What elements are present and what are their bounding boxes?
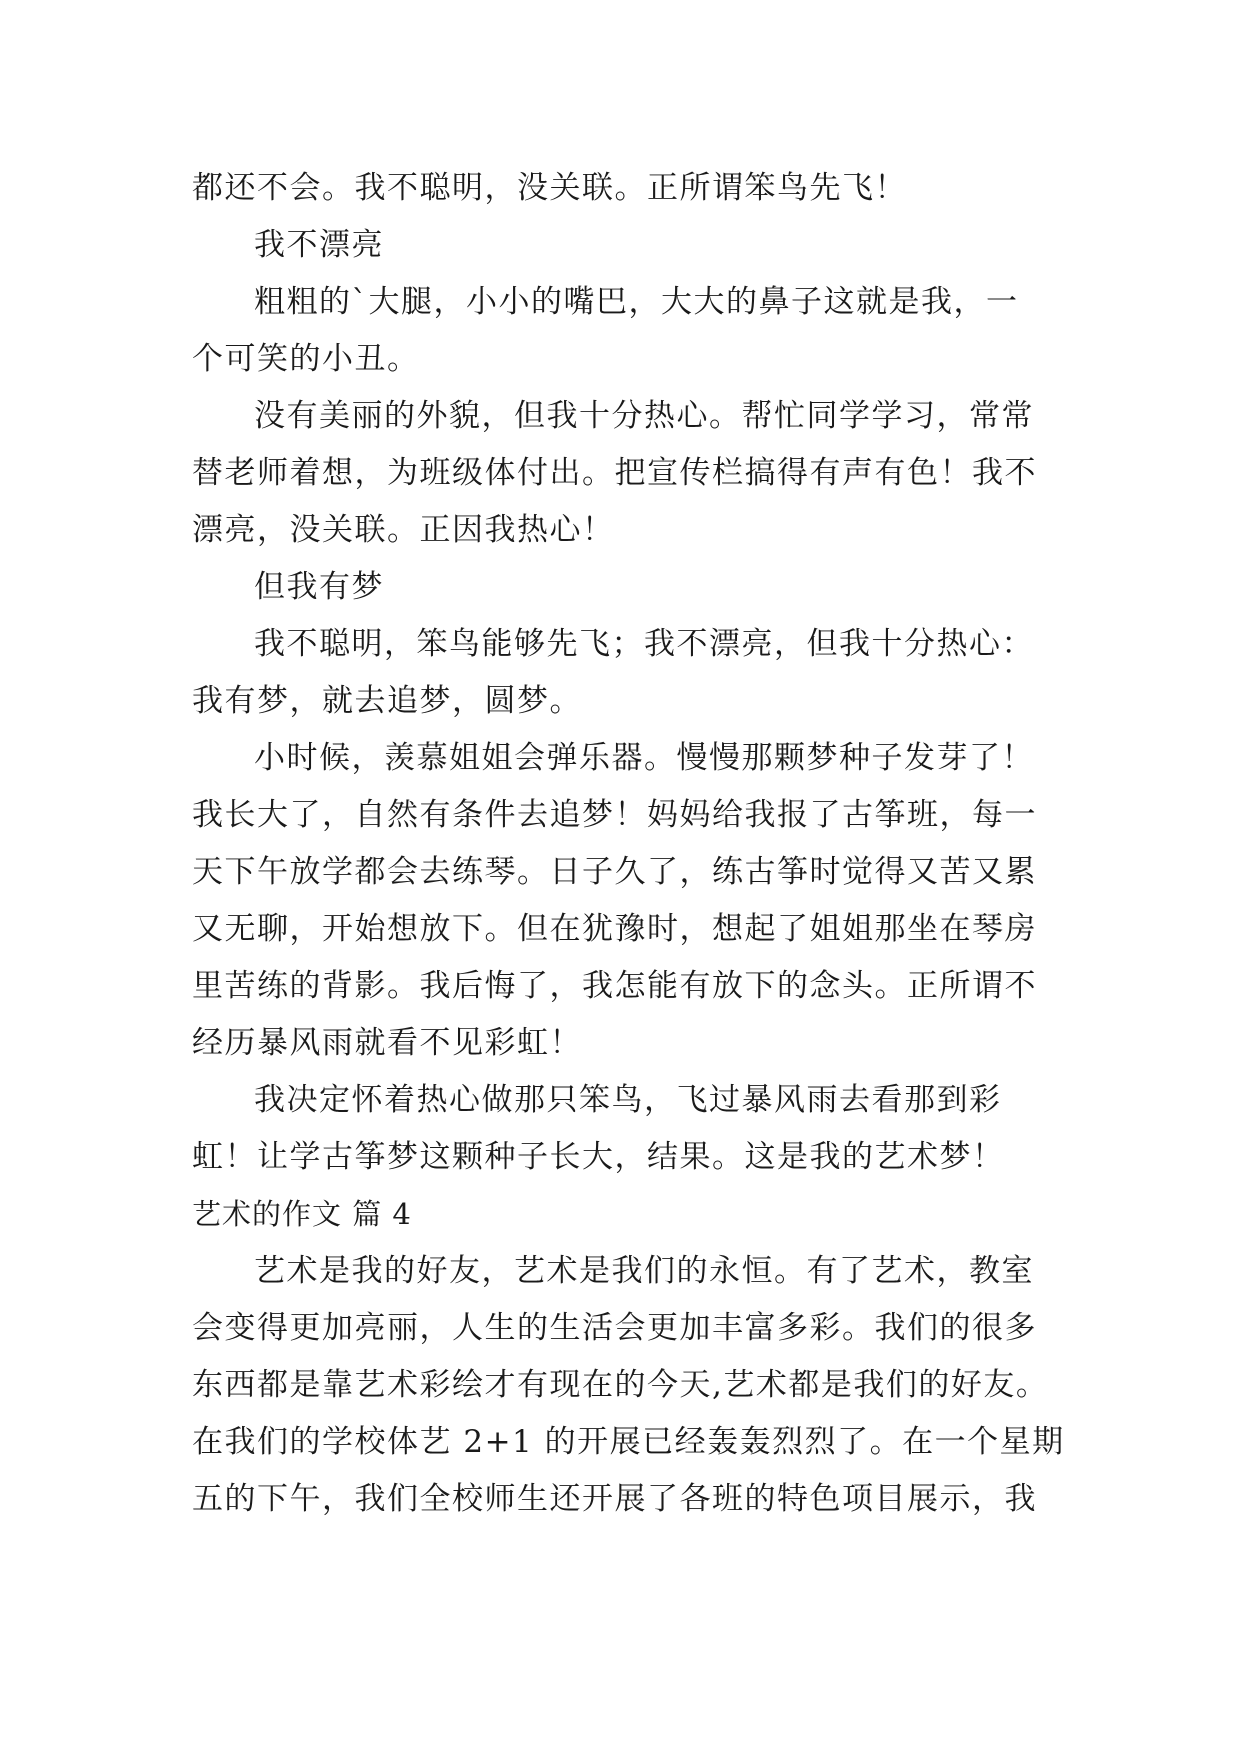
text-line: 经历暴风雨就看不见彩虹！ [192, 1025, 582, 1061]
text-line: 没有美丽的外貌，但我十分热心。帮忙同学学习，常常 [254, 398, 1034, 434]
text-line: 替老师着想，为班级体付出。把宣传栏搞得有声有色！我不 [192, 455, 1037, 491]
text-line: 我不聪明，笨鸟能够先飞；我不漂亮，但我十分热心： [254, 626, 1034, 662]
text-line: 会变得更加亮丽，人生的生活会更加丰富多彩。我们的很多 [192, 1310, 1037, 1346]
text-line: 我长大了，自然有条件去追梦！妈妈给我报了古筝班，每一 [192, 797, 1037, 833]
text-line: 在我们的学校体艺 2+1 的开展已经轰轰烈烈了。在一个星期 [192, 1424, 1065, 1460]
text-line: 漂亮，没关联。正因我热心！ [192, 512, 615, 548]
text-line: 小时候，羡慕姐姐会弹乐器。慢慢那颗梦种子发芽了！ [254, 740, 1034, 776]
text-line: 我不漂亮 [254, 227, 384, 263]
text-line: 但我有梦 [254, 569, 384, 605]
text-line: 我有梦，就去追梦，圆梦。 [192, 683, 582, 719]
text-line: 东西都是靠艺术彩绘才有现在的今天,艺术都是我们的好友。 [192, 1367, 1049, 1403]
text-line: 五的下午，我们全校师生还开展了各班的特色项目展示，我 [192, 1481, 1037, 1517]
text-line: 个可笑的小丑。 [192, 341, 420, 377]
text-line: 都还不会。我不聪明，没关联。正所谓笨鸟先飞！ [192, 170, 907, 206]
text-line: 粗粗的`大腿，小小的嘴巴，大大的鼻子这就是我，一 [254, 284, 1019, 320]
text-line: 我决定怀着热心做那只笨鸟，飞过暴风雨去看那到彩 [254, 1082, 1002, 1118]
section-heading: 艺术的作文 篇 4 [192, 1197, 412, 1231]
text-line: 又无聊，开始想放下。但在犹豫时，想起了姐姐那坐在琴房 [192, 911, 1037, 947]
text-line: 天下午放学都会去练琴。日子久了，练古筝时觉得又苦又累 [192, 854, 1037, 890]
text-line: 艺术是我的好友，艺术是我们的永恒。有了艺术，教室 [254, 1253, 1034, 1289]
text-line: 虹！让学古筝梦这颗种子长大，结果。这是我的艺术梦！ [192, 1139, 1005, 1175]
document-page [192, 160, 1065, 1528]
text-line: 里苦练的背影。我后悔了，我怎能有放下的念头。正所谓不 [192, 968, 1037, 1004]
